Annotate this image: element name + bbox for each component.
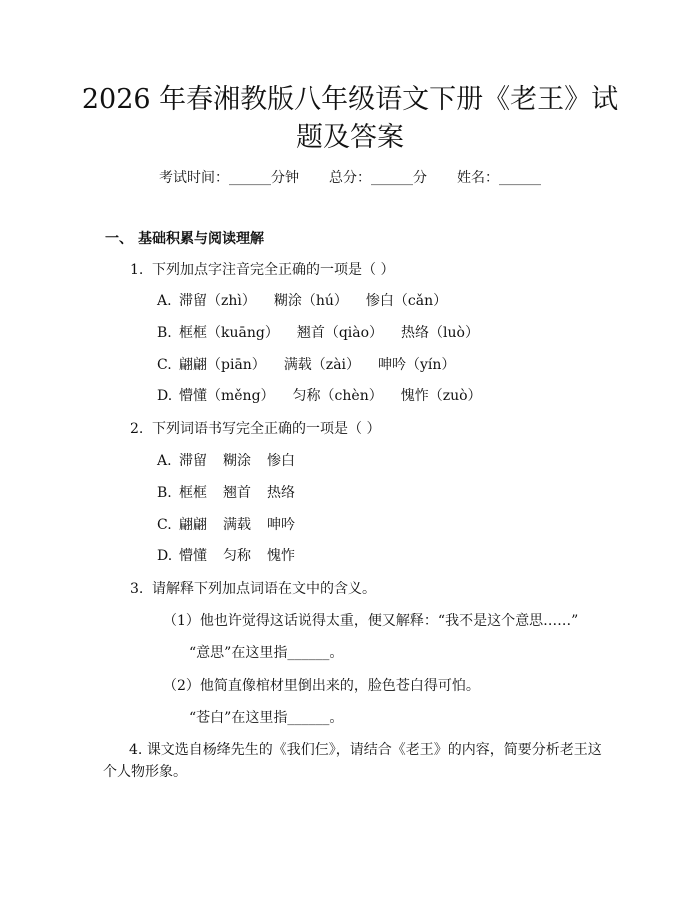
q3-sub-2 bbox=[163, 676, 480, 696]
option-item: 呻吟（yín） bbox=[378, 357, 456, 373]
question-2 bbox=[130, 419, 380, 439]
page-title-line-2: 题及答案 bbox=[296, 122, 404, 153]
question-3 bbox=[130, 579, 376, 599]
q1-option-c bbox=[157, 355, 473, 375]
question-number: 2. bbox=[130, 421, 144, 437]
q2-option-a bbox=[157, 451, 311, 471]
sub-label: （2） bbox=[163, 678, 200, 694]
option-item: 框框 bbox=[179, 485, 207, 501]
exam-time-label: 考试时间：______分钟 bbox=[159, 170, 299, 186]
option-item: 懵懂 bbox=[179, 548, 207, 564]
sub-sentence: 他也许觉得这话说得太重，便又解释：“我不是这个意思……” bbox=[199, 613, 579, 629]
option-item: 翩翩（piān） bbox=[179, 357, 266, 373]
q2-option-c bbox=[157, 515, 311, 535]
option-letter: B. bbox=[157, 485, 172, 501]
q2-option-b bbox=[157, 483, 311, 503]
option-letter: B. bbox=[157, 325, 172, 341]
option-item: 糊涂 bbox=[223, 453, 251, 469]
option-item: 匀称（chèn） bbox=[292, 388, 383, 404]
q2-option-d bbox=[157, 546, 311, 566]
option-item: 呻吟 bbox=[267, 517, 295, 533]
option-item: 满载 bbox=[223, 517, 251, 533]
question-text: 课文选自杨绛先生的《我们仨》，请结合《老王》的内容，简要分析老王这个人物形象。 bbox=[103, 742, 602, 780]
sub-label: （1） bbox=[163, 613, 200, 629]
question-text: 下列加点字注音完全正确的一项是（ ） bbox=[152, 262, 395, 278]
question-4 bbox=[103, 739, 603, 783]
option-item: 匀称 bbox=[223, 548, 251, 564]
option-item: 惨白 bbox=[267, 453, 295, 469]
option-item: 愧怍（zuò） bbox=[400, 388, 482, 404]
option-letter: D. bbox=[157, 548, 173, 564]
option-letter: A. bbox=[157, 453, 172, 469]
question-number: 3. bbox=[130, 581, 144, 597]
section-number: 一、 bbox=[105, 231, 133, 247]
q3-sub-1 bbox=[163, 611, 578, 631]
option-item: 懵懂（měng） bbox=[179, 388, 275, 404]
q3-sub-1-answer: “意思”在这里指______。 bbox=[189, 645, 344, 661]
option-letter: D. bbox=[157, 388, 173, 404]
option-item: 惨白（cǎn） bbox=[365, 293, 448, 309]
option-item: 翘首（qiào） bbox=[296, 325, 384, 341]
q3-sub-2-answer: “苍白”在这里指______。 bbox=[189, 710, 344, 726]
option-item: 框框（kuāng） bbox=[179, 325, 279, 341]
option-item: 糊涂（hú） bbox=[273, 293, 348, 309]
section-heading bbox=[105, 229, 264, 249]
option-item: 愧怍 bbox=[267, 548, 295, 564]
question-text: 下列词语书写完全正确的一项是（ ） bbox=[152, 421, 381, 437]
total-score-label: 总分：______分 bbox=[329, 170, 427, 186]
option-item: 滞留（zhì） bbox=[179, 293, 256, 309]
exam-info bbox=[0, 168, 700, 188]
option-item: 满载（zài） bbox=[283, 357, 361, 373]
q1-option-d bbox=[157, 386, 500, 406]
question-1 bbox=[130, 260, 394, 280]
sub-sentence: 他简直像棺材里倒出来的，脸色苍白得可怕。 bbox=[199, 678, 480, 694]
student-name-label: 姓名：______ bbox=[457, 170, 541, 186]
question-number: 1. bbox=[130, 262, 144, 278]
section-title: 基础积累与阅读理解 bbox=[138, 231, 264, 247]
option-item: 热络 bbox=[267, 485, 295, 501]
option-item: 翩翩 bbox=[179, 517, 207, 533]
option-item: 热络（luò） bbox=[401, 325, 479, 341]
option-letter: A. bbox=[157, 293, 172, 309]
q1-option-a bbox=[157, 291, 465, 311]
option-letter: C. bbox=[157, 357, 172, 373]
question-text: 请解释下列加点词语在文中的含义。 bbox=[152, 581, 376, 597]
page-title-line-1: 2026 年春湘教版八年级语文下册《老王》试 bbox=[81, 84, 619, 115]
option-item: 翘首 bbox=[223, 485, 251, 501]
q1-option-b bbox=[157, 323, 497, 343]
question-number: 4. bbox=[129, 742, 143, 758]
option-letter: C. bbox=[157, 517, 172, 533]
option-item: 滞留 bbox=[179, 453, 207, 469]
